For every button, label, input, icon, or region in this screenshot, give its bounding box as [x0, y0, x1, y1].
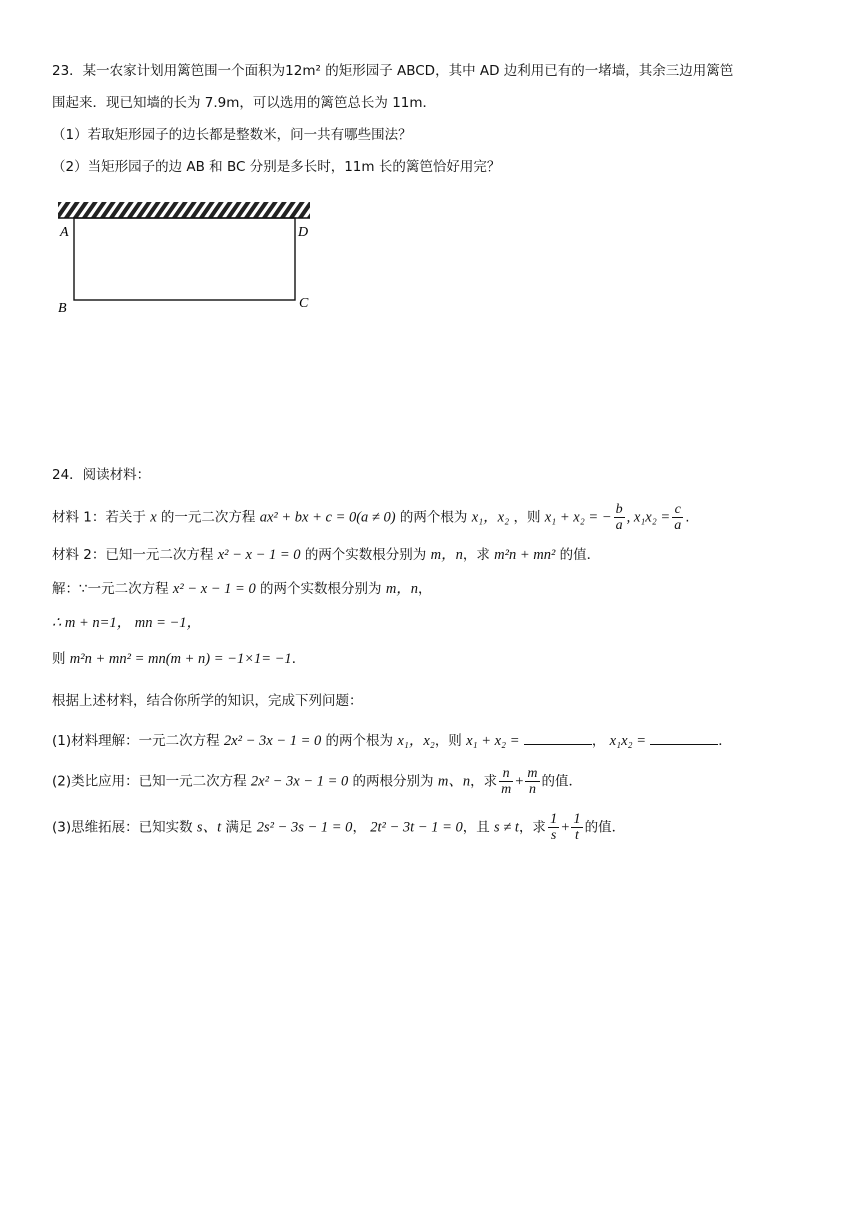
p3-equation-t: 2t² − 3t − 1 = 0	[370, 819, 463, 836]
q23-line2: 围起来．现已知墙的长为 7.9m，可以选用的篱笆总长为 11m．	[52, 95, 437, 111]
q24-part1: (1)材料理解：一元二次方程 2x² − 3x − 1 = 0 的两个根为 x₁，x₂，则 x₁ + x₂ = ， x₁x₂ = ．	[52, 730, 820, 752]
p1-sum: x₁ + x₂ =	[466, 733, 520, 749]
solution-equation: x² − x − 1 = 0	[172, 581, 256, 597]
m1-text-c: 的两个根为	[399, 509, 468, 526]
label-b: B	[58, 301, 67, 316]
q24-material2: 材料 2：已知一元二次方程 x² − x − 1 = 0 的两个实数根分别为 m，n，求 m²n + mn² 的值．	[52, 547, 601, 563]
p2-frac-m-over-n: $\frac{m}{n}$	[527, 766, 538, 797]
garden-figure	[52, 196, 322, 326]
q24-part3: (3)思维拓展：已知实数 s、t 满足 2s² − 3s − 1 = 0， 2t² − 3t − 1 = 0，且 s ≠ t，求 $\frac{1}{s}$ + $\frac{1}{t}$ 的值．	[52, 811, 626, 843]
p3-equation-s: 2s² − 3s − 1 = 0	[256, 819, 353, 836]
m1-frac-b-over-a: $\frac{b}{a}$	[615, 502, 623, 533]
m1-var-x: x	[150, 509, 157, 526]
p1-sum-answer-blank[interactable]	[524, 730, 592, 745]
p1-product-answer-blank[interactable]	[650, 730, 718, 745]
q24-solution-line2: ∴ m + n=1， mn = −1，	[52, 615, 202, 631]
p2-frac-n-over-m: $\frac{n}{m}$	[501, 766, 512, 797]
p3-frac-1-over-s: $\frac{1}{s}$	[549, 811, 558, 843]
rectangle-abcd	[74, 218, 295, 300]
q23-line1: 23．某一农家计划用篱笆围一个面积为12m² 的矩形园子 ABCD，其中 AD 边利用已有的一堵墙，其余三边用篱笆	[52, 63, 734, 79]
p1-product: x₁x₂ =	[609, 733, 646, 749]
m1-roots: x₁，x₂	[471, 509, 510, 526]
p2-equation: 2x² − 3x − 1 = 0	[250, 773, 349, 790]
m1-text-b: 的一元二次方程	[160, 509, 256, 526]
solution-expression: m²n + mn² = mn(m + n) = −1×1= −1	[69, 651, 292, 667]
m1-frac-c-over-a: $\frac{c}{a}$	[674, 502, 682, 533]
p3-vars: s、t	[196, 819, 222, 836]
q24-intro: 根据上述材料，结合你所学的知识，完成下列问题：	[52, 693, 363, 709]
q24-solution-line1: 解：∵一元二次方程 x² − x − 1 = 0 的两个实数根分别为 m，n，	[52, 581, 432, 597]
p3-inequality: s ≠ t	[494, 819, 519, 836]
m1-equation: ax² + bx + c = 0(a ≠ 0)	[259, 509, 396, 526]
m2-equation: x² − x − 1 = 0	[217, 547, 301, 563]
m1-text-d: ，则	[513, 509, 541, 526]
q24-title: 24．阅读材料：	[52, 467, 151, 483]
m1-sum: x₁ + x₂ = −	[544, 509, 612, 526]
label-a: A	[60, 225, 69, 240]
solution-roots: m，n	[385, 581, 419, 597]
p1-equation: 2x² − 3x − 1 = 0	[223, 733, 322, 749]
q23-part1: （1）若取矩形园子的边长都是整数米，问一共有哪些围法？	[52, 127, 412, 143]
q24-part2: (2)类比应用：已知一元二次方程 2x² − 3x − 1 = 0 的两根分别为 m、n，求 $\frac{n}{m}$ + $\frac{m}{n}$ 的值．	[52, 766, 583, 797]
m1-product: , x₁x₂ =	[626, 509, 671, 526]
q23-part2: （2）当矩形园子的边 AB 和 BC 分别是多长时，11m 长的篱笆恰好用完？	[52, 159, 501, 175]
rectangle-garden-diagram	[52, 196, 322, 326]
q24-solution-line3: 则 m²n + mn² = mn(m + n) = −1×1= −1．	[52, 651, 306, 667]
m2-roots: m，n	[430, 547, 463, 563]
p3-frac-1-over-t: $\frac{1}{t}$	[573, 811, 581, 843]
p1-roots: x₁，x₂	[397, 733, 435, 749]
q24-material1: 材料 1：若关于 x 的一元二次方程 ax² + bx + c = 0(a ≠ 0) 的两个根为 x₁，x₂ ，则 x₁ + x₂ = − $\frac{b}{a}$ , x₁x₂ = $\frac{c}{a}$ .	[52, 502, 690, 533]
label-c: C	[299, 296, 309, 311]
p2-roots: m、n	[437, 773, 471, 790]
wall-hatching	[58, 202, 310, 218]
m1-text-a: 材料 1：若关于	[52, 509, 146, 526]
m2-expression: m²n + mn²	[494, 547, 556, 563]
label-d: D	[298, 225, 309, 240]
